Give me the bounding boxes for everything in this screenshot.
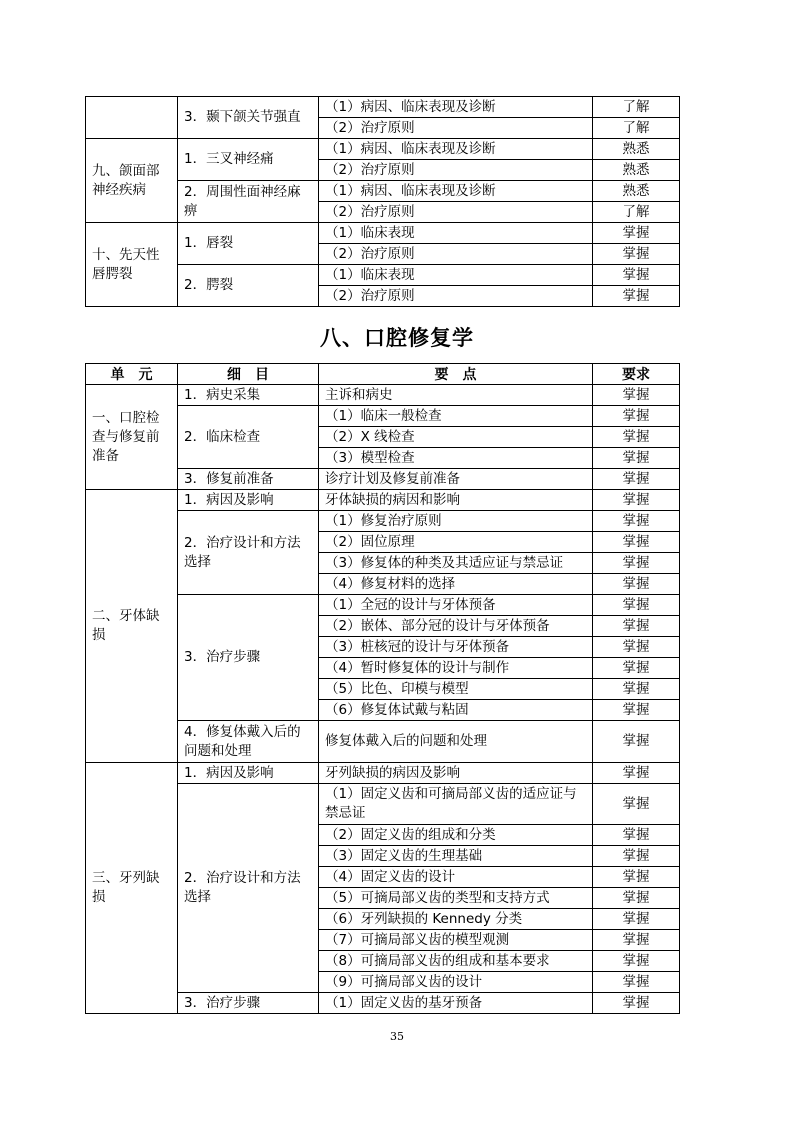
level-cell: 掌握 [593,574,680,595]
item-cell: 2．治疗设计和方法选择 [178,784,319,993]
unit-cell: 九、颌面部神经疾病 [86,139,178,223]
level-cell: 掌握 [593,616,680,637]
point-cell: （2）嵌体、部分冠的设计与牙体预备 [319,616,593,637]
item-cell: 2．腭裂 [178,265,319,307]
level-cell: 熟悉 [593,160,680,181]
item-cell: 3．治疗步骤 [178,595,319,721]
unit-cell: 二、牙体缺损 [86,490,178,763]
table-header-row [86,364,680,385]
header-unit: 单 元 [86,364,178,385]
point-cell: （1）病因、临床表现及诊断 [319,139,593,160]
level-cell: 掌握 [593,637,680,658]
item-cell: 1．病因及影响 [178,490,319,511]
level-cell: 掌握 [593,406,680,427]
point-cell: （6）修复体试戴与粘固 [319,700,593,721]
item-cell: 1．唇裂 [178,223,319,265]
level-cell: 了解 [593,97,680,118]
point-cell: （1）修复治疗原则 [319,511,593,532]
point-cell: 牙列缺损的病因及影响 [319,763,593,784]
point-cell: （8）可摘局部义齿的组成和基本要求 [319,951,593,972]
point-cell: （2）治疗原则 [319,286,593,307]
point-cell: 诊疗计划及修复前准备 [319,469,593,490]
level-cell: 掌握 [593,993,680,1014]
point-cell: （3）固定义齿的生理基础 [319,846,593,867]
header-point: 要 点 [319,364,593,385]
level-cell: 掌握 [593,658,680,679]
point-cell: （4）修复材料的选择 [319,574,593,595]
point-cell: （9）可摘局部义齿的设计 [319,972,593,993]
level-cell: 掌握 [593,385,680,406]
table-row [86,97,680,118]
point-cell: （1）固定义齿和可摘局部义齿的适应证与禁忌证 [319,784,593,825]
point-cell: （2）X 线检查 [319,427,593,448]
unit-cell: 一、口腔检查与修复前准备 [86,385,178,490]
level-cell: 掌握 [593,700,680,721]
section-title: 八、口腔修复学 [320,325,474,350]
point-cell: （4）固定义齿的设计 [319,867,593,888]
level-cell: 掌握 [593,532,680,553]
point-cell: （6）牙列缺损的 Kennedy 分类 [319,909,593,930]
header-level: 要求 [593,364,680,385]
syllabus-table [85,363,680,1014]
point-cell: （5）可摘局部义齿的类型和支持方式 [319,888,593,909]
point-cell: 主诉和病史 [319,385,593,406]
point-cell: （1）临床表现 [319,223,593,244]
point-cell: （2）治疗原则 [319,160,593,181]
point-cell: （3）模型检查 [319,448,593,469]
item-cell: 3．颞下颌关节强直 [178,97,319,139]
level-cell: 掌握 [593,223,680,244]
item-cell: 1．病因及影响 [178,763,319,784]
item-cell: 3．治疗步骤 [178,993,319,1014]
point-cell: （1）临床一般检查 [319,406,593,427]
point-cell: 修复体戴入后的问题和处理 [319,721,593,763]
level-cell: 掌握 [593,469,680,490]
level-cell: 掌握 [593,595,680,616]
syllabus-table-continued [85,96,680,307]
point-cell: （3）修复体的种类及其适应证与禁忌证 [319,553,593,574]
point-cell: （1）全冠的设计与牙体预备 [319,595,593,616]
level-cell: 掌握 [593,763,680,784]
level-cell: 掌握 [593,825,680,846]
point-cell: （2）固位原理 [319,532,593,553]
item-cell: 2．治疗设计和方法选择 [178,511,319,595]
table-row [86,139,680,160]
level-cell: 掌握 [593,867,680,888]
point-cell: （1）临床表现 [319,265,593,286]
point-cell: （1）病因、临床表现及诊断 [319,181,593,202]
point-cell: （7）可摘局部义齿的模型观测 [319,930,593,951]
header-item: 细 目 [178,364,319,385]
item-cell: 3．修复前准备 [178,469,319,490]
table-row [86,763,680,784]
level-cell: 掌握 [593,244,680,265]
point-cell: （1）病因、临床表现及诊断 [319,97,593,118]
level-cell: 熟悉 [593,139,680,160]
level-cell: 熟悉 [593,181,680,202]
level-cell: 掌握 [593,553,680,574]
unit-cell: 十、先天性唇腭裂 [86,223,178,307]
level-cell: 掌握 [593,784,680,825]
table-row [86,223,680,244]
item-cell: 2．临床检查 [178,406,319,469]
item-cell: 2．周围性面神经麻痹 [178,181,319,223]
unit-cell: 三、牙列缺损 [86,763,178,1014]
point-cell: （2）治疗原则 [319,202,593,223]
level-cell: 掌握 [593,846,680,867]
level-cell: 掌握 [593,972,680,993]
level-cell: 掌握 [593,448,680,469]
point-cell: （1）固定义齿的基牙预备 [319,993,593,1014]
item-cell: 1．病史采集 [178,385,319,406]
level-cell: 掌握 [593,286,680,307]
item-cell: 4．修复体戴入后的问题和处理 [178,721,319,763]
point-cell: （2）固定义齿的组成和分类 [319,825,593,846]
point-cell: （2）治疗原则 [319,118,593,139]
level-cell: 掌握 [593,490,680,511]
level-cell: 掌握 [593,265,680,286]
unit-cell [86,97,178,139]
point-cell: 牙体缺损的病因和影响 [319,490,593,511]
level-cell: 掌握 [593,511,680,532]
level-cell: 了解 [593,118,680,139]
level-cell: 掌握 [593,888,680,909]
table-row [86,490,680,511]
point-cell: （4）暂时修复体的设计与制作 [319,658,593,679]
level-cell: 掌握 [593,721,680,763]
level-cell: 了解 [593,202,680,223]
point-cell: （2）治疗原则 [319,244,593,265]
level-cell: 掌握 [593,951,680,972]
item-cell: 1．三叉神经痛 [178,139,319,181]
level-cell: 掌握 [593,679,680,700]
level-cell: 掌握 [593,909,680,930]
table-row [86,385,680,406]
point-cell: （5）比色、印模与模型 [319,679,593,700]
page-number: 35 [390,1030,404,1043]
level-cell: 掌握 [593,930,680,951]
point-cell: （3）桩核冠的设计与牙体预备 [319,637,593,658]
level-cell: 掌握 [593,427,680,448]
